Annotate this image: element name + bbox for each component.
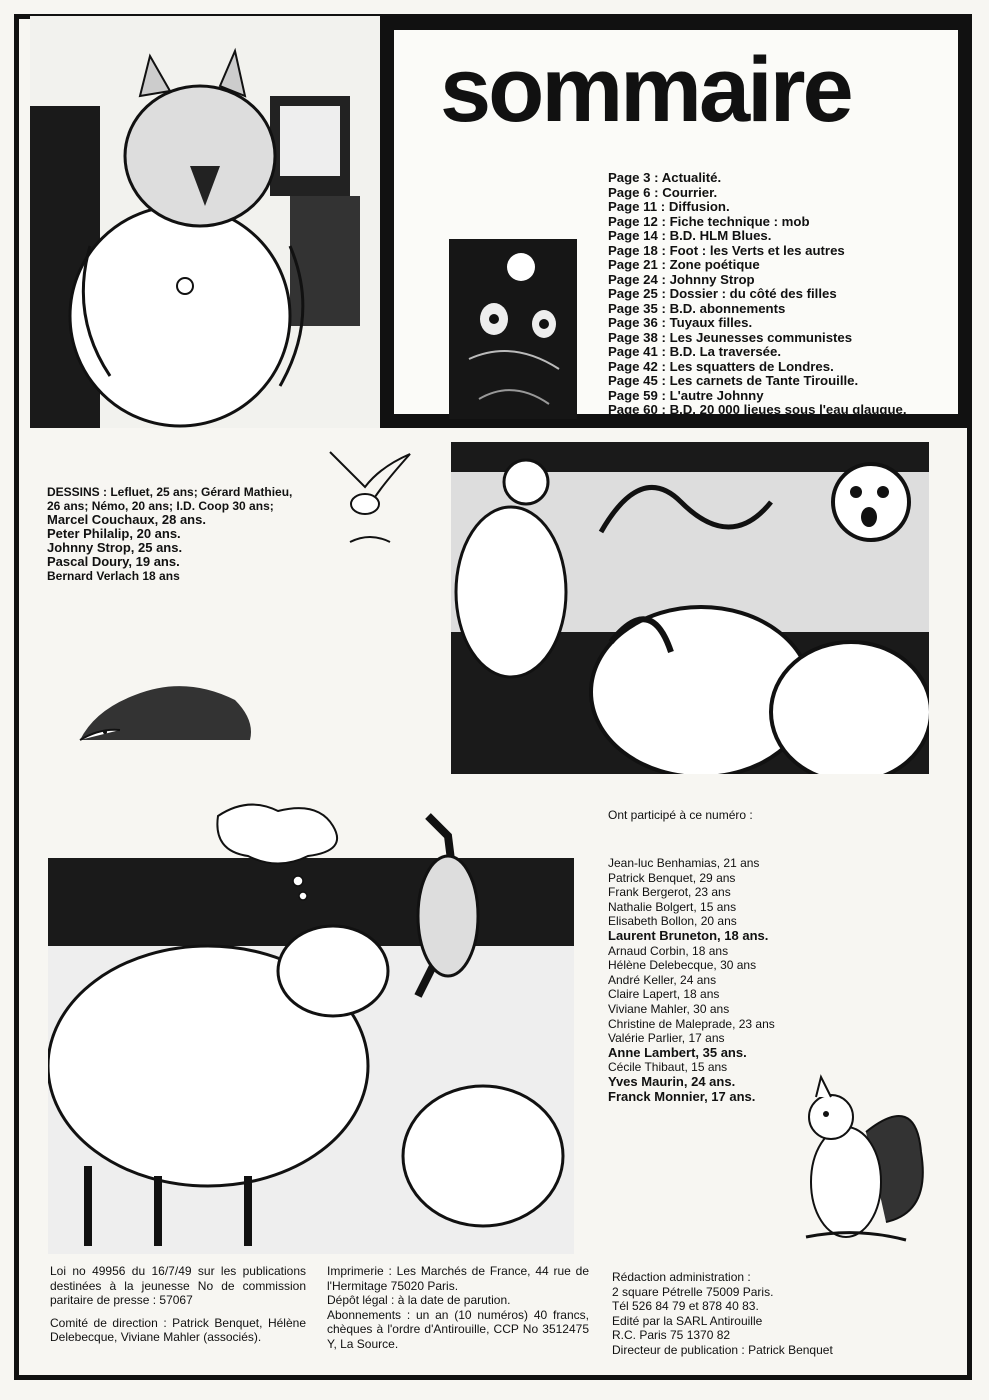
- footer-column-middle: [327, 1264, 589, 1359]
- depot-text: Dépôt légal : à la date de parution.: [327, 1293, 511, 1307]
- table-of-contents: [608, 171, 907, 418]
- participants-heading: Ont participé à ce numéro :: [608, 808, 753, 822]
- imprimerie-text: Imprimerie : Les Marchés de France, 44 rue de l'Hermitage 75020 Paris.: [327, 1264, 589, 1293]
- participant: Jean-luc Benhamias, 21 ans: [608, 856, 760, 870]
- abonnements-text: Abonnements : un an (10 numéros) 40 francs, chèques à l'ordre d'Antirouille, CCP No 3512475 Y, La Source.: [327, 1307, 589, 1351]
- toc-item: Page 60 : B.D. 20 000 lieues sous l'eau glauque.: [608, 402, 907, 417]
- footer-column-left: [50, 1264, 306, 1353]
- dessins-line: Pascal Doury, 19 ans.: [47, 554, 180, 569]
- illustration-night-creature: [449, 239, 577, 419]
- directeur-line: Directeur de publication : Patrick Benquet: [612, 1342, 833, 1357]
- toc-item: Page 36 : Tuyaux filles.: [608, 315, 753, 330]
- illustration-hedgehog: [75, 670, 260, 755]
- dessins-line: DESSINS : Lefluet, 25 ans; Gérard Mathieu,: [47, 485, 293, 499]
- toc-item: Page 45 : Les carnets de Tante Tirouille.: [608, 373, 859, 388]
- dessins-line: Marcel Couchaux, 28 ans.: [47, 512, 206, 527]
- toc-item: Page 42 : Les squatters de Londres.: [608, 358, 834, 374]
- toc-item: Page 12 : Fiche technique : mob: [608, 213, 810, 229]
- participant: Elisabeth Bollon, 20 ans: [608, 914, 737, 929]
- toc-item: Page 6 : Courrier.: [608, 184, 718, 200]
- dessins-line: Peter Philalip, 20 ans.: [47, 526, 181, 541]
- redaction-line: Tél 526 84 79 et 878 40 83.: [612, 1299, 759, 1313]
- edite-line: Edité par la SARL Antirouille: [612, 1313, 763, 1328]
- toc-item: Page 3 : Actualité.: [608, 170, 722, 185]
- participant: Cécile Thibaut, 15 ans: [608, 1060, 728, 1075]
- toc-item: Page 24 : Johnny Strop: [608, 271, 755, 287]
- participant: Frank Bergerot, 23 ans: [608, 885, 731, 900]
- illustration-surreal-landscape: [451, 442, 929, 774]
- dessins-line: 26 ans; Némo, 20 ans; I.D. Coop 30 ans;: [47, 499, 274, 513]
- participants-list: [608, 856, 775, 1104]
- participant: Laurent Bruneton, 18 ans.: [608, 927, 769, 943]
- participant: Nathalie Bolgert, 15 ans: [608, 899, 737, 914]
- toc-item: Page 38 : Les Jeunesses communistes: [608, 329, 853, 345]
- edite-line: R.C. Paris 75 1370 82: [612, 1328, 731, 1342]
- redaction-line: 2 square Pétrelle 75009 Paris.: [612, 1284, 774, 1299]
- dessins-line: Bernard Verlach 18 ans: [47, 569, 180, 583]
- toc-item: Page 21 : Zone poétique: [608, 257, 760, 272]
- toc-item: Page 41 : B.D. La traversée.: [608, 344, 781, 359]
- toc-item: Page 35 : B.D. abonnements: [608, 300, 786, 316]
- dessins-line: Johnny Strop, 25 ans.: [47, 540, 183, 555]
- participant: Hélène Delebecque, 30 ans: [608, 958, 757, 973]
- participant: Anne Lambert, 35 ans.: [608, 1044, 747, 1060]
- participant: Christine de Maleprade, 23 ans: [608, 1016, 775, 1031]
- page-title: sommaire: [440, 39, 851, 141]
- dessins-credits: [47, 485, 317, 583]
- comite-text: Comité de direction : Patrick Benquet, Hélène Delebecque, Viviane Mahler (associés).: [50, 1315, 306, 1344]
- participant: Yves Maurin, 24 ans.: [608, 1073, 736, 1089]
- toc-item: Page 25 : Dossier : du côté des filles: [608, 286, 837, 301]
- participant: Patrick Benquet, 29 ans: [608, 870, 736, 885]
- participant: Valérie Parlier, 17 ans: [608, 1031, 725, 1046]
- loi-text: Loi no 49956 du 16/7/49 sur les publications destinées à la jeunesse No de commission paritaire de presse : 57067: [50, 1264, 306, 1307]
- participant: André Keller, 24 ans: [608, 972, 717, 987]
- footer-column-right: [612, 1270, 882, 1357]
- toc-item: Page 14 : B.D. HLM Blues.: [608, 228, 772, 243]
- illustration-animals-procession: [48, 796, 574, 1254]
- toc-item: Page 59 : L'autre Johnny: [608, 387, 764, 403]
- illustration-squirrel: [796, 1072, 932, 1250]
- participant: Franck Monnier, 17 ans.: [608, 1088, 756, 1104]
- participant: Claire Lapert, 18 ans: [608, 987, 720, 1002]
- toc-item: Page 11 : Diffusion.: [608, 199, 730, 214]
- illustration-bird: [325, 442, 413, 554]
- illustration-creature-top-left: [30, 16, 380, 428]
- redaction-line: Rédaction administration :: [612, 1270, 751, 1284]
- participant: Viviane Mahler, 30 ans: [608, 1001, 730, 1016]
- toc-item: Page 18 : Foot : les Verts et les autres: [608, 242, 845, 258]
- participant: Arnaud Corbin, 18 ans: [608, 943, 729, 958]
